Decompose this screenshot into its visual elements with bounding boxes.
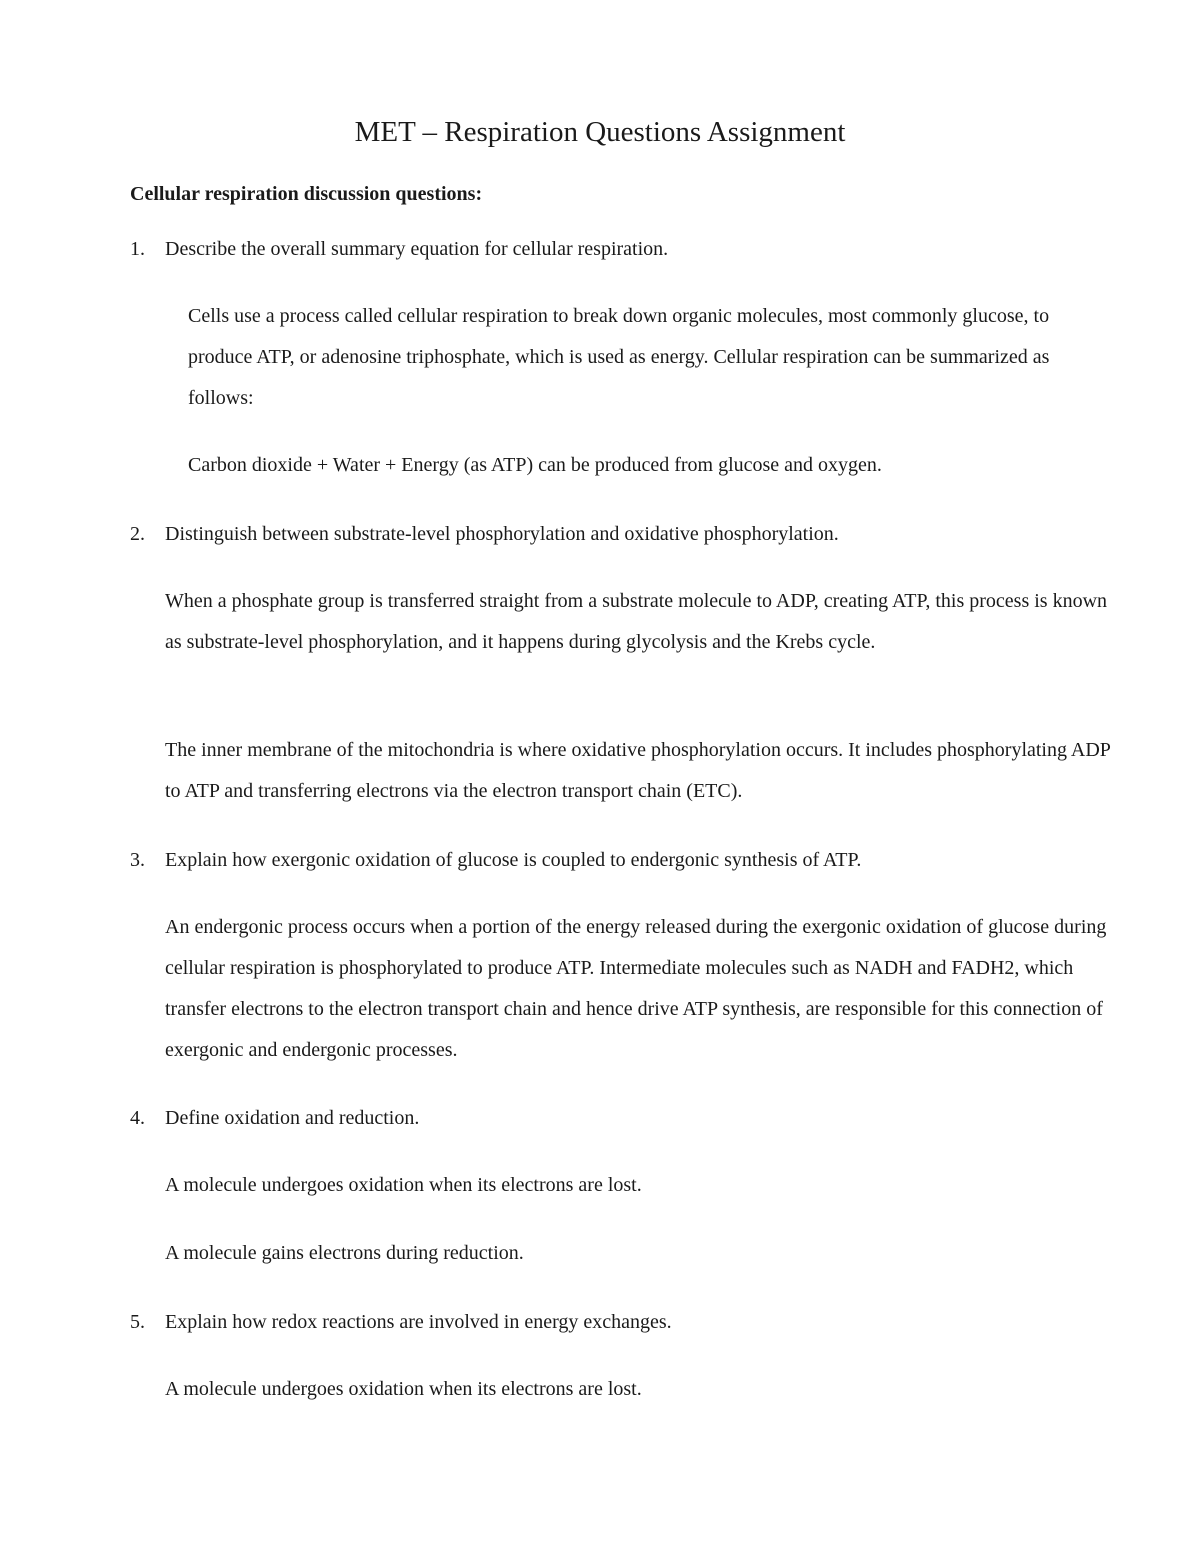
question-3: [130, 846, 861, 874]
question-number: 2.: [130, 523, 145, 545]
answer-paragraph: A molecule undergoes oxidation when its electrons are lost.: [165, 1378, 642, 1400]
question-number: 5.: [130, 1311, 145, 1333]
answer-paragraph: An endergonic process occurs when a portion of the energy released during the exergonic oxidation of glucose during cellular respiration is phosphorylated to produce ATP. Intermediate molecules such as NADH and FADH2, which transfer electrons to the electron transport chain and hence drive ATP synthesis, are responsible for this connection of exergonic and endergonic processes.: [165, 916, 1107, 1061]
question-5: [130, 1308, 672, 1336]
question-text: Define oxidation and reduction.: [165, 1107, 420, 1129]
question-2: [130, 520, 839, 548]
question-number: 1.: [130, 238, 145, 260]
question-number: 3.: [130, 849, 145, 871]
question-1: [130, 235, 668, 263]
answer-paragraph: Cells use a process called cellular respiration to break down organic molecules, most commonly glucose, to produce ATP, or adenosine triphosphate, which is used as energy. Cellular respiration can be summarized as follows:: [188, 305, 1050, 409]
question-number: 4.: [130, 1107, 145, 1129]
section-heading: Cellular respiration discussion questions:: [130, 183, 483, 205]
answer-paragraph: The inner membrane of the mitochondria is where oxidative phosphorylation occurs. It includes phosphorylating ADP to ATP and transferring electrons via the electron transport chain (ETC).: [165, 739, 1111, 802]
answer-paragraph: Carbon dioxide + Water + Energy (as ATP) can be produced from glucose and oxygen.: [188, 454, 882, 476]
question-text: Describe the overall summary equation for cellular respiration.: [165, 238, 669, 260]
question-4: [130, 1104, 419, 1132]
question-text: Explain how exergonic oxidation of glucose is coupled to endergonic synthesis of ATP.: [165, 849, 862, 871]
question-text: Distinguish between substrate-level phosphorylation and oxidative phosphorylation.: [165, 523, 839, 545]
answer-paragraph: A molecule undergoes oxidation when its electrons are lost.: [165, 1174, 642, 1196]
page-title: MET – Respiration Questions Assignment: [354, 116, 846, 148]
answer-paragraph: A molecule gains electrons during reduction.: [165, 1242, 524, 1264]
answer-paragraph: When a phosphate group is transferred straight from a substrate molecule to ADP, creating ATP, this process is known as substrate-level phosphorylation, and it happens during glycolysis and the Krebs cycle.: [165, 590, 1108, 653]
question-text: Explain how redox reactions are involved in energy exchanges.: [165, 1311, 672, 1333]
